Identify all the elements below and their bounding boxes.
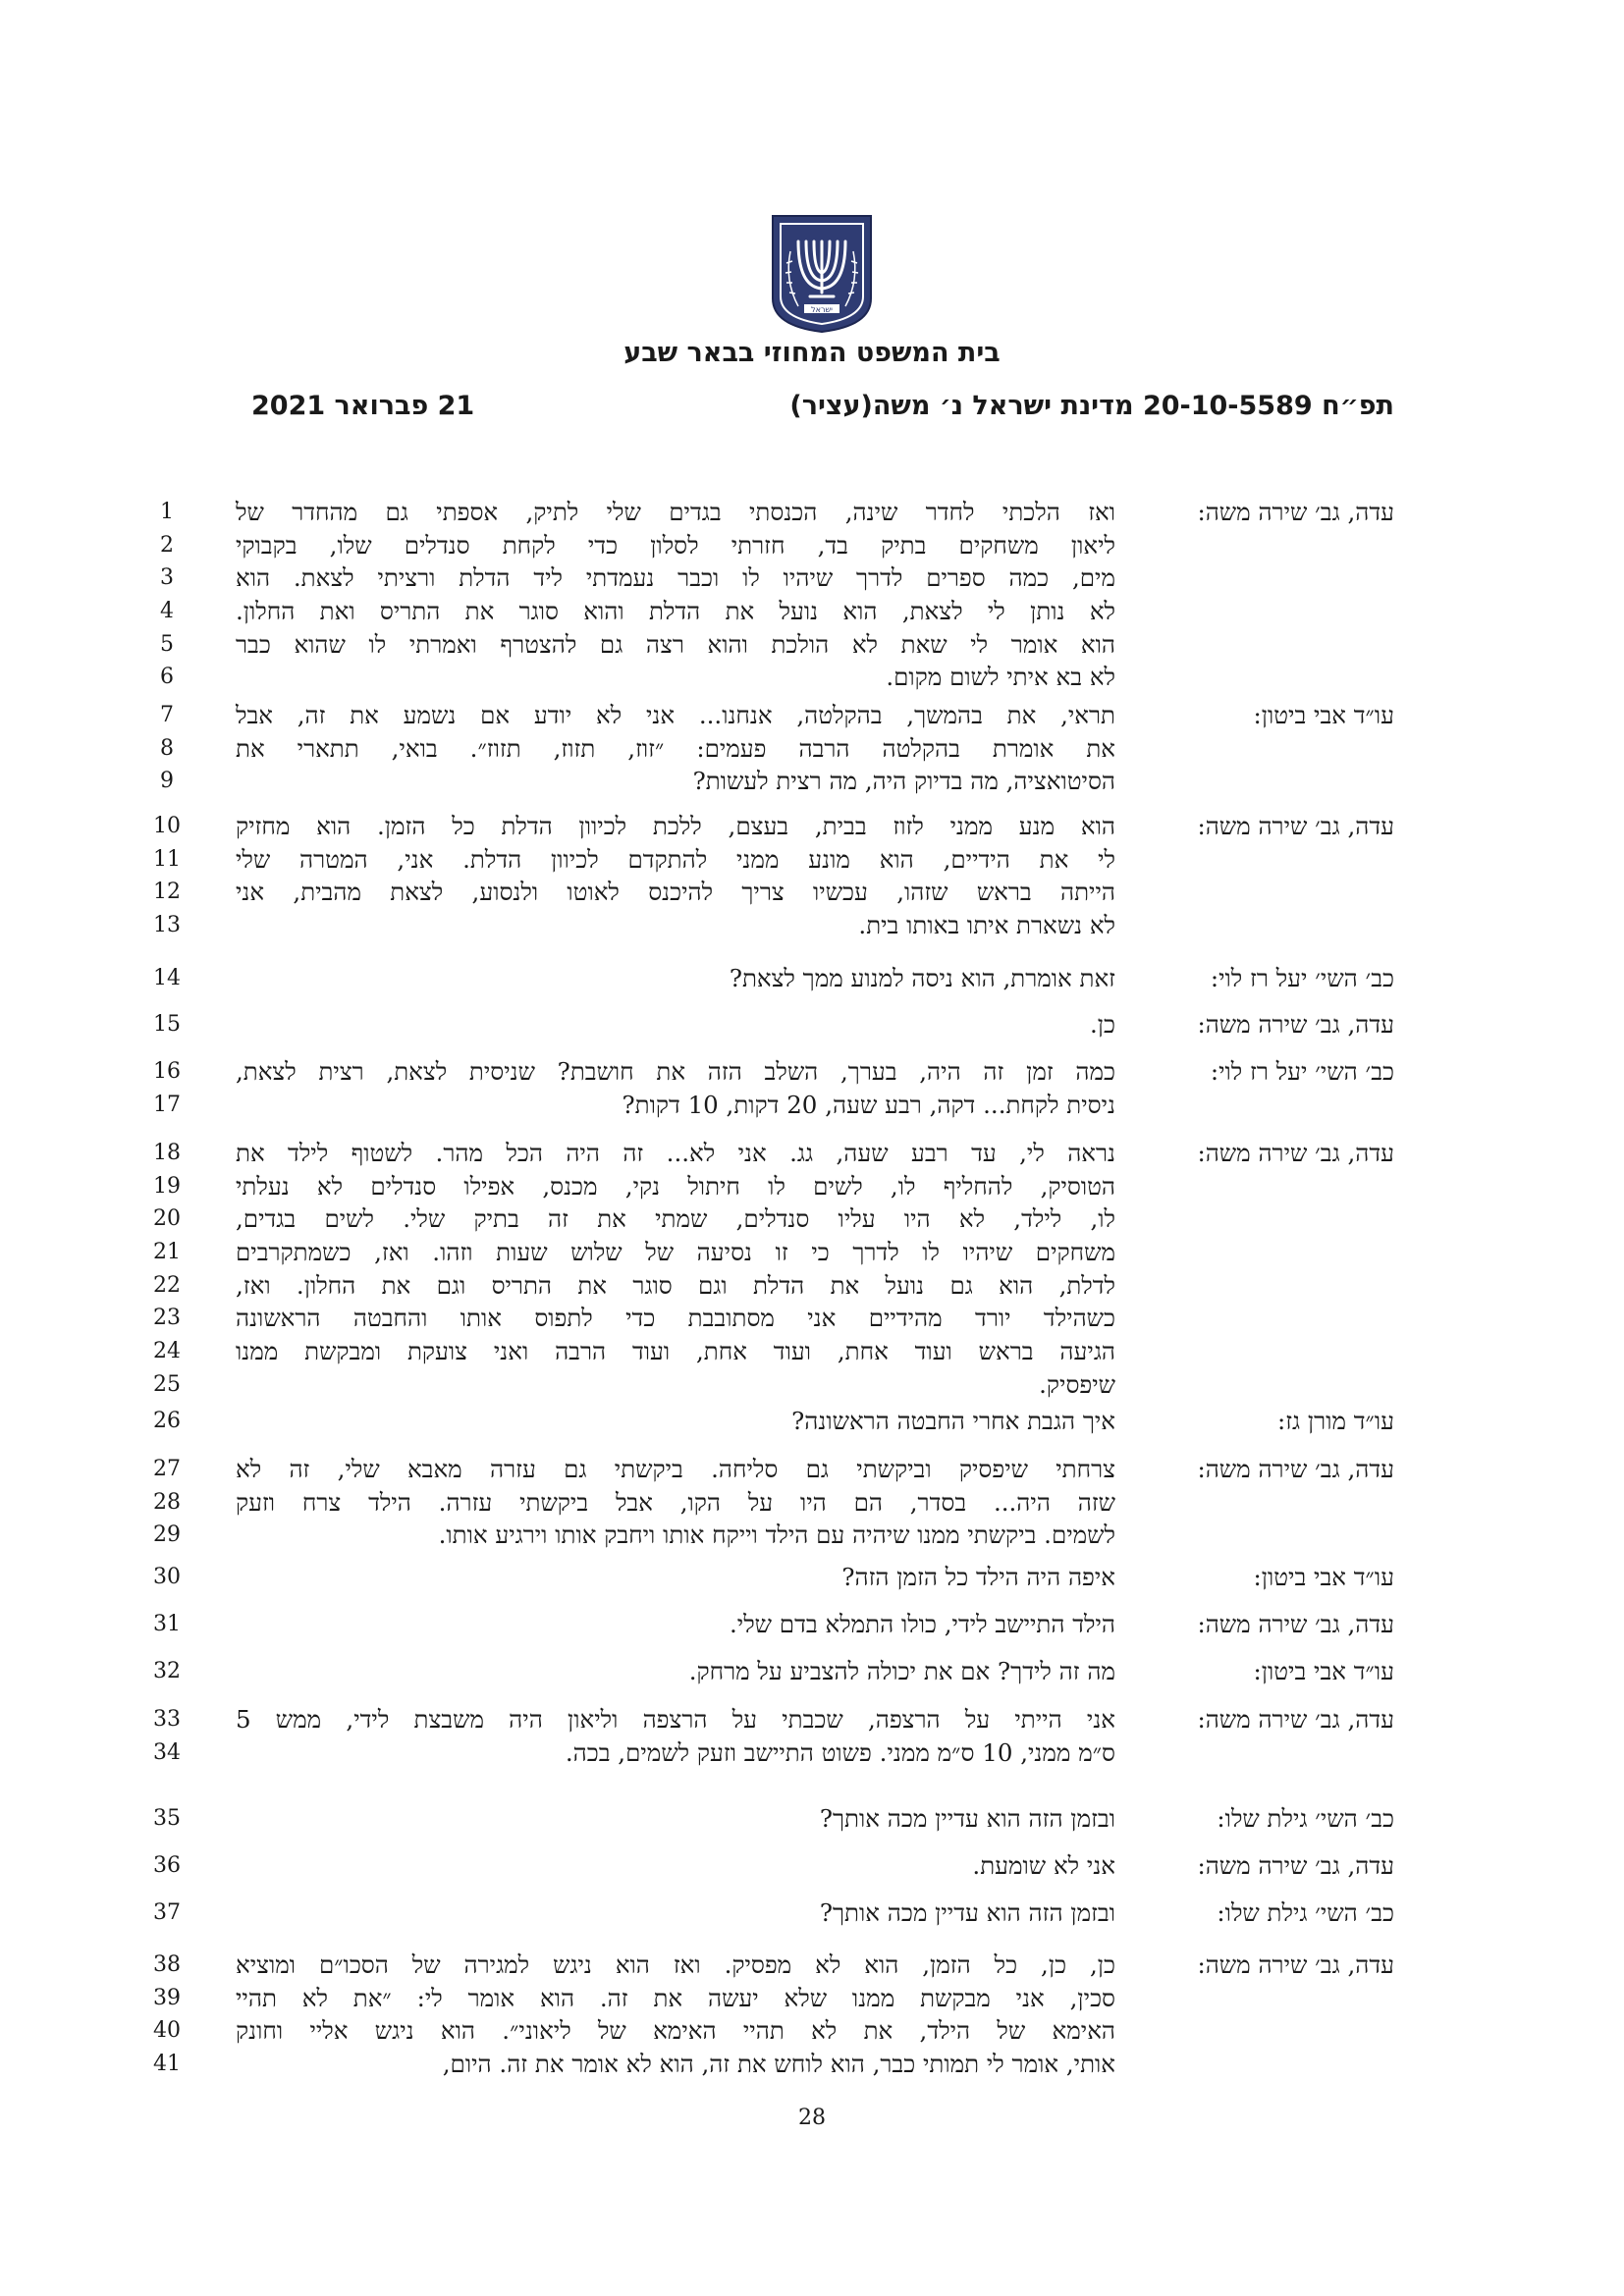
line-numbers (147, 1137, 187, 1402)
speaker-label: עדה, גב׳ שירה משה: (1197, 812, 1394, 840)
speaker-label: עו״ד אבי ביטון: (1253, 701, 1394, 729)
text-line: לא בא איתי לשום מקום. (886, 663, 1115, 692)
speech-text (236, 1849, 1115, 1883)
line-number: 5 (160, 631, 174, 657)
transcript-entry (0, 496, 1624, 694)
text-line: אותי, אומר לי תמותי כבר, הוא לוחש את זה, הוא לא אומר את זה. היום, (442, 2050, 1115, 2079)
line-numbers (147, 1703, 187, 1769)
line-number: 16 (153, 1059, 181, 1084)
transcript-entry (0, 810, 1624, 942)
speaker-label: עדה, גב׳ שירה משה: (1197, 1705, 1394, 1734)
speaker-label: עדה, גב׳ שירה משה: (1197, 1010, 1394, 1039)
text-line: צרחתי שיפסיק וביקשתי גם סליחה. ביקשתי גם עזרה מאבא שלי, זה לא (236, 1455, 1115, 1483)
speech-text (236, 1137, 1115, 1402)
speaker-label: עדה, גב׳ שירה משה: (1197, 1851, 1394, 1880)
text-line: ובזמן הזה הוא עדיין מכה אותך? (819, 1804, 1115, 1833)
line-number: 7 (160, 703, 174, 727)
text-line: זאת אומרת, הוא ניסה למנוע ממך לצאת? (729, 964, 1115, 992)
speech-text (236, 1802, 1115, 1836)
line-number: 37 (153, 1900, 181, 1925)
speech-text (236, 962, 1115, 995)
case-reference: תפ״ח 20-10-5589 מדינת ישראל נ׳ משה(עציר) (789, 391, 1394, 421)
line-numbers (147, 1008, 187, 1041)
transcript-entry (0, 1802, 1624, 1836)
line-numbers (147, 1949, 187, 2081)
text-line: הגיעה בראש ועוד אחת, ועוד אחת, ועוד הרבה ואני צועקת ומבקשת ממנו (236, 1337, 1115, 1366)
line-number: 22 (153, 1272, 181, 1298)
line-number: 28 (153, 1489, 181, 1515)
text-line: לי את הידיים, הוא מונע ממני להתקדם לכיוון הדלת. אני, המטרה שלי (236, 844, 1115, 874)
text-line: ליאון משחקים בתיק בד, חזרתי לסלון כדי לקחת סנדלים שלו, בקבוקי (236, 530, 1115, 560)
speech-text (236, 1055, 1115, 1121)
speaker-label: עדה, גב׳ שירה משה: (1197, 1455, 1394, 1483)
text-line: הסיטואציה, מה בדיוק היה, מה רצית לעשות? (692, 767, 1115, 796)
text-line: ובזמן הזה הוא עדיין מכה אותך? (819, 1898, 1115, 1927)
text-line: אני הייתי על הרצפה, שכבתי על הרצפה וליאון היה משבצת לידי, ממש 5 (236, 1705, 1115, 1734)
line-number: 19 (153, 1173, 181, 1199)
line-number: 13 (153, 913, 181, 938)
text-line: ניסית לקחת... דקה, רבע שעה, 20 דקות, 10 דקות? (622, 1090, 1115, 1119)
text-line: לדלת, הוא גם נועל את הדלת וגם סוגר את התריס וגם את החלון. ואז, (236, 1270, 1115, 1300)
line-number: 6 (160, 665, 174, 690)
speaker-label: כב׳ השי׳ גילת שלו: (1217, 1804, 1394, 1833)
speech-text (236, 810, 1115, 942)
speech-text (236, 1008, 1115, 1041)
text-line: כשהילד יורד מהידיים אני מסתובבת כדי לתפוס אותו והחבטה הראשונה (236, 1304, 1115, 1333)
line-number: 31 (153, 1612, 181, 1636)
text-line: הילד התיישב לידי, כולו התמלא בדם שלי. (730, 1610, 1115, 1638)
line-number: 20 (153, 1206, 181, 1232)
line-number: 18 (153, 1141, 181, 1165)
transcript-entry (0, 1008, 1624, 1041)
speaker-label: עו״ד אבי ביטון: (1253, 1563, 1394, 1591)
line-numbers (147, 1802, 187, 1836)
transcript-entry (0, 1655, 1624, 1688)
speech-text (236, 1453, 1115, 1552)
line-numbers (147, 810, 187, 942)
text-line: מה זה לידך? אם את יכולה להצביע על מרחק. (688, 1657, 1115, 1685)
line-number: 17 (153, 1092, 181, 1117)
line-number: 39 (153, 1985, 181, 2010)
text-line: נראה לי, עד רבע שעה, גג. אני לא... זה היה הכל מהר. לשטוף לילד את (236, 1139, 1115, 1167)
line-number: 3 (160, 565, 174, 591)
line-number: 24 (153, 1339, 181, 1364)
line-number: 15 (153, 1012, 181, 1037)
text-line: תראי, את בהמשך, בהקלטה, אנחנו... אני לא יודע אם נשמע את זה, אבל (236, 701, 1115, 729)
line-number: 38 (153, 1952, 181, 1977)
text-line: הייתה בראש שזהו, עכשיו צריך להיכנס לאוטו ולנסוע, לצאת מהבית, אני (236, 878, 1115, 907)
line-number: 12 (153, 880, 181, 905)
text-line: ס״מ ממני, 10 ס״מ ממני. פשוט התיישב וזעק לשמים, בכה. (565, 1737, 1115, 1767)
text-line: שזה היה... בסדר, הם היו על הקו, אבל ביקשתי עזרה. הילד צרח וזעק (236, 1487, 1115, 1517)
line-numbers (147, 1608, 187, 1641)
text-line: הוא מנע ממני לזוז בבית, בעצם, ללכת לכיוון הדלת כל הזמן. הוא מחזיק (236, 812, 1115, 840)
text-line: איך הגבת אחרי החבטה הראשונה? (791, 1407, 1115, 1435)
line-number: 1 (160, 500, 174, 524)
line-numbers (147, 496, 187, 694)
line-numbers (147, 1655, 187, 1688)
text-line: כן. (1089, 1010, 1115, 1039)
speech-text (236, 699, 1115, 798)
transcript-entry (0, 699, 1624, 798)
transcript-entry (0, 1949, 1624, 2081)
line-number: 40 (153, 2018, 181, 2044)
transcript-entry (0, 1608, 1624, 1641)
line-number: 11 (153, 846, 181, 872)
speech-text (236, 1703, 1115, 1769)
text-line: את אומרת בהקלטה הרבה פעמים: ״זוז, תזוז, תזוז״. בואי, תתארי את (236, 733, 1115, 763)
line-number: 35 (153, 1806, 181, 1831)
line-number: 33 (153, 1707, 181, 1732)
text-line: לשמים. ביקשתי ממנו שיהיה עם הילד וייקח אותו ויחבק אותו וירגיע אותו. (438, 1521, 1115, 1550)
line-number: 14 (153, 966, 181, 990)
text-line: לא נשארת איתו באותו בית. (858, 911, 1115, 940)
state-emblem-icon (769, 212, 875, 334)
line-number: 30 (153, 1565, 181, 1589)
line-number: 36 (153, 1853, 181, 1878)
line-number: 21 (153, 1240, 181, 1265)
speaker-label: עדה, גב׳ שירה משה: (1197, 498, 1394, 526)
line-number: 29 (153, 1522, 181, 1548)
line-numbers (147, 1453, 187, 1552)
transcript-entry (0, 1896, 1624, 1930)
text-line: לו, לילד, לא היו עליו סנדלים, שמתי את זה בתיק שלי. לשים בגדים, (236, 1204, 1115, 1234)
line-numbers (147, 1055, 187, 1121)
page-number: 28 (798, 2106, 826, 2130)
speech-text (236, 1655, 1115, 1688)
line-number: 26 (153, 1409, 181, 1433)
line-number: 2 (160, 532, 174, 558)
speaker-label: עדה, גב׳ שירה משה: (1197, 1139, 1394, 1167)
line-numbers (147, 1849, 187, 1883)
transcript-entry (0, 1561, 1624, 1594)
transcript-entry (0, 1453, 1624, 1552)
transcript-entry (0, 1703, 1624, 1769)
text-line: לא נותן לי לצאת, הוא נועל את הדלת והוא סוגר את התריס ואת החלון. (236, 597, 1115, 626)
text-line: הטוסיק, להחליף לו, לשים לו חיתול נקי, מכנס, אפילו סנדלים לא נעלתי (236, 1171, 1115, 1201)
transcript-entry (0, 1055, 1624, 1121)
hearing-date: 21 פברואר 2021 (251, 391, 475, 421)
line-numbers (147, 699, 187, 798)
speech-text (236, 1561, 1115, 1594)
line-number: 9 (160, 769, 174, 794)
line-number: 25 (153, 1371, 181, 1397)
text-line: איפה היה הילד כל הזמן הזה? (841, 1563, 1115, 1591)
text-line: מים, כמה ספרים לדרך שיהיו לו וכבר נעמדתי ליד הדלת ורציתי לצאת. הוא (236, 563, 1115, 593)
speech-text (236, 1949, 1115, 2081)
text-line: משחקים שיהיו לו לדרך כי זו נסיעה של שלוש שעות וזהו. ואז, כשמתקרבים (236, 1238, 1115, 1267)
speaker-label: עו״ד מורן גז: (1276, 1407, 1394, 1435)
text-line: סכין, אני מבקשת ממנו שלא יעשה את זה. הוא אומר לי: ״את לא תהיי (236, 1983, 1115, 2012)
emblem-text: ישראל (811, 305, 833, 314)
line-number: 23 (153, 1306, 181, 1331)
speaker-label: כב׳ השי׳ גילת שלו: (1217, 1898, 1394, 1927)
text-line: כמה זמן זה היה, בערך, השלב הזה את חושבת? שניסית לצאת, רצית לצאת, (236, 1057, 1115, 1086)
line-numbers (147, 962, 187, 995)
text-line: כן, כן, כל הזמן, הוא לא מפסיק. ואז הוא ניגש למגירה של הסכו״ם ומוציא (236, 1950, 1115, 1979)
line-number: 10 (153, 814, 181, 838)
speaker-label: כב׳ השי׳ יעל רז לוי: (1210, 964, 1394, 992)
text-line: הוא אומר לי שאת לא הולכת והוא רצה גם להצטרף ואמרתי לו שהוא כבר (236, 629, 1115, 659)
speech-text (236, 1608, 1115, 1641)
speaker-label: כב׳ השי׳ יעל רז לוי: (1210, 1057, 1394, 1086)
text-line: ואז הלכתי לחדר שינה, הכנסתי בגדים שלי לתיק, אספתי גם מהחדר של (236, 498, 1115, 526)
transcript-entry (0, 1405, 1624, 1438)
speaker-label: עדה, גב׳ שירה משה: (1197, 1610, 1394, 1638)
line-number: 8 (160, 735, 174, 761)
speaker-label: עו״ד אבי ביטון: (1253, 1657, 1394, 1685)
transcript-entry (0, 1137, 1624, 1402)
speech-text (236, 1896, 1115, 1930)
speech-text (236, 496, 1115, 694)
transcript-entry (0, 1849, 1624, 1883)
line-number: 41 (153, 2052, 181, 2077)
text-line: האימא של הילד, את לא תהיי האימא של ליאוני״. הוא ניגש אליי וחונק (236, 2016, 1115, 2046)
speaker-label: עדה, גב׳ שירה משה: (1197, 1950, 1394, 1979)
court-name: בית המשפט המחוזי בבאר שבע (623, 338, 1001, 368)
line-numbers (147, 1405, 187, 1438)
text-line: אני לא שומעת. (972, 1851, 1115, 1880)
transcript-entry (0, 962, 1624, 995)
text-line: שיפסיק. (1039, 1369, 1115, 1399)
line-number: 32 (153, 1659, 181, 1683)
line-number: 34 (153, 1739, 181, 1765)
line-number: 4 (160, 599, 174, 624)
line-number: 27 (153, 1457, 181, 1481)
line-numbers (147, 1896, 187, 1930)
speech-text (236, 1405, 1115, 1438)
line-numbers (147, 1561, 187, 1594)
